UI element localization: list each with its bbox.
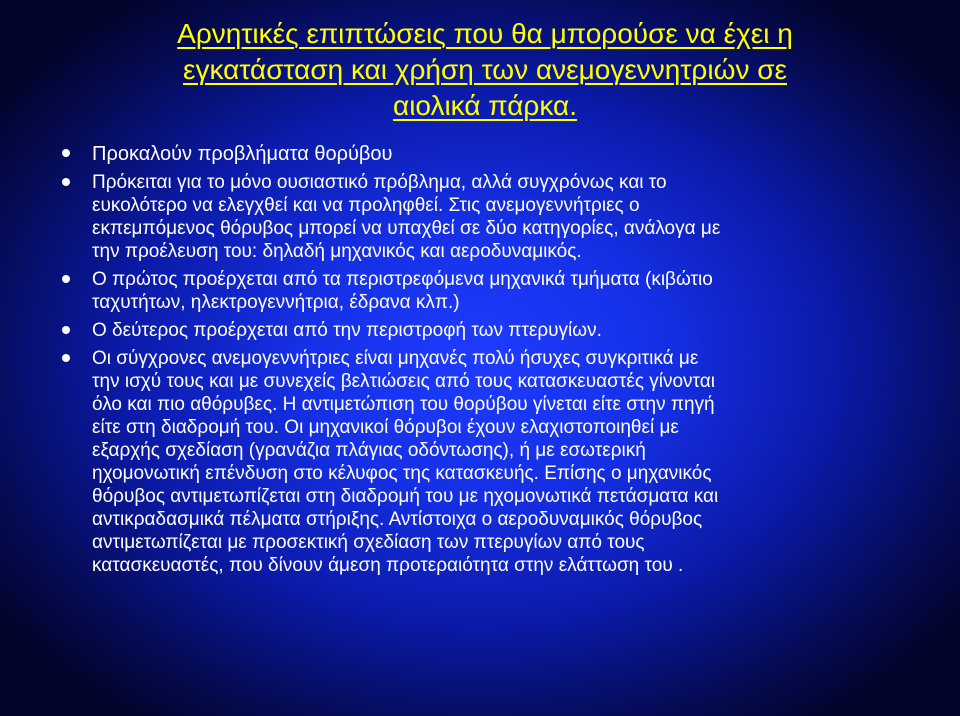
- slide-title-line-1: Αρνητικές επιπτώσεις που θα μπορούσε να έχει η: [177, 18, 793, 49]
- bullet-text-line: όλο και πιο αθόρυβες. Η αντιμετώπιση του θορύβου γίνεται είτε στην πηγή: [92, 394, 715, 415]
- bullet-text: Προκαλούν προβλήματα θορύβου: [92, 143, 393, 165]
- bullet-text-line: εκπεμπόμενος θόρυβος μπορεί να υπαχθεί σε δύο κατηγορίες, ανάλογα με: [92, 218, 721, 239]
- bullet-text-line: ευκολότερο να ελεγχθεί και να προληφθεί. Στις ανεμογεννήτριες ο: [92, 195, 640, 216]
- bullet-text-line: Ο δεύτερος προέρχεται από την περιστροφή των πτερυγίων.: [92, 320, 602, 341]
- bullet-dot-icon: [62, 178, 70, 186]
- bullet-dot-icon: [62, 149, 70, 157]
- bullet-item-main-problem: [92, 171, 892, 263]
- bullet-item-aerodynamic-noise: [92, 319, 892, 342]
- bullet-dot-icon: [62, 275, 70, 283]
- bullet-item-mechanical-noise: [92, 268, 892, 314]
- bullet-text-line: αντιμετωπίζεται με προσεκτική σχεδίαση των πτερυγίων από τους: [92, 532, 645, 553]
- bullet-text-line: εξαρχής σχεδίαση (γρανάζια πλάγιας οδόντωσης), ή με εσωτερική: [92, 440, 646, 461]
- bullet-item-modern-turbines: [92, 347, 892, 577]
- bullet-text-line: θόρυβος αντιμετωπίζεται στη διαδρομή του με ηχομονωτικά πετάσματα και: [92, 486, 719, 507]
- bullet-text-line: Οι σύγχρονες ανεμογεννήτριες είναι μηχανές πολύ ήσυχες συγκριτικά με: [92, 348, 699, 369]
- bullet-text-line: κατασκευαστές, που δίνουν άμεση προτεραιότητα στην ελάττωση του .: [92, 555, 684, 576]
- bullet-dot-icon: [62, 354, 70, 362]
- bullet-text-line: ταχυτήτων, ηλεκτρογεννήτρια, έδρανα κλπ.): [92, 292, 460, 313]
- slide-title-line-3: αιολικά πάρκα.: [393, 90, 577, 121]
- bullet-text-line: την προέλευση του: δηλαδή μηχανικός και αεροδυναμικός.: [92, 241, 582, 262]
- bullet-text-line: την ισχύ τους και με συνεχείς βελτιώσεις από τους κατασκευαστές γίνονται: [92, 371, 716, 392]
- bullet-text-line: είτε στη διαδρομή του. Οι μηχανικοί θόρυβοι έχουν ελαχιστοποιηθεί με: [92, 417, 679, 438]
- slide-title: [100, 16, 870, 124]
- bullet-text-line: ηχομονωτική επένδυση στο κέλυφος της κατασκευής. Επίσης ο μηχανικός: [92, 463, 712, 484]
- slide-title-line-2: εγκατάσταση και χρήση των ανεμογεννητριών σε: [183, 54, 787, 85]
- bullet-list: [92, 142, 892, 577]
- bullet-dot-icon: [62, 326, 70, 334]
- bullet-text-line: Ο πρώτος προέρχεται από τα περιστρεφόμενα μηχανικά τμήματα (κιβώτιο: [92, 269, 713, 290]
- bullet-text-line: αντικραδασμικά πέλματα στήριξης. Αντίστοιχα ο αεροδυναμικός θόρυβος: [92, 509, 703, 530]
- bullet-item-noise-problems: [92, 142, 892, 166]
- bullet-text-line: Πρόκειται για το μόνο ουσιαστικό πρόβλημα, αλλά συγχρόνως και το: [92, 172, 667, 193]
